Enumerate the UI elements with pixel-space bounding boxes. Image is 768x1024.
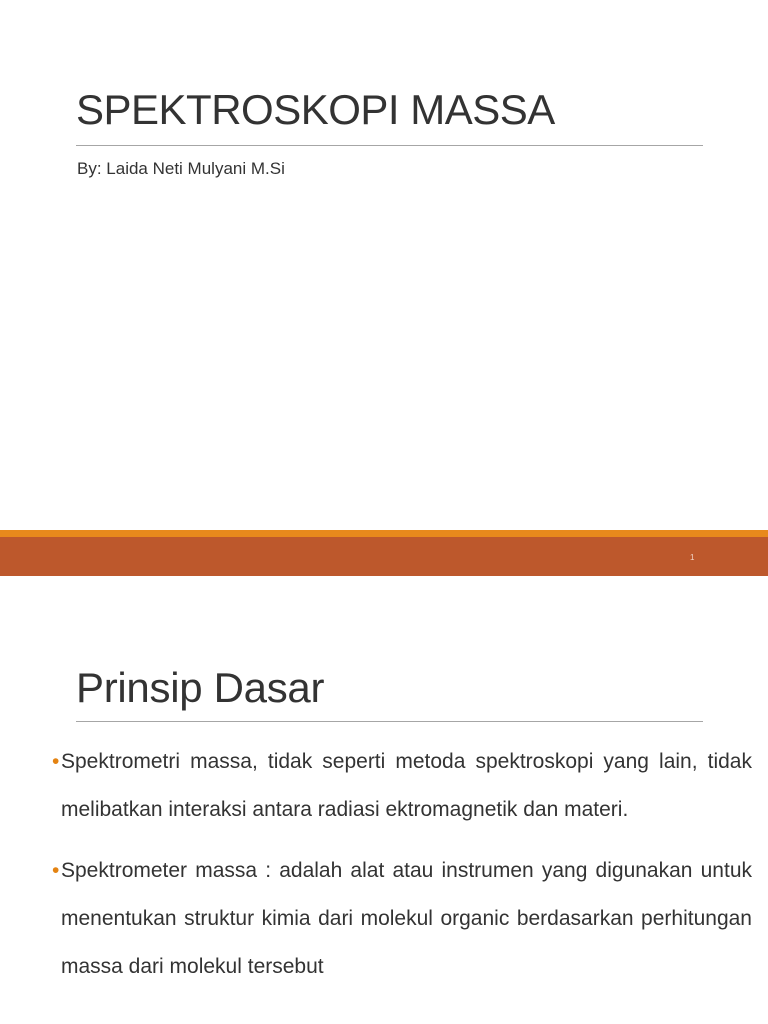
footer-accent-stripe — [0, 530, 768, 537]
footer-band — [0, 537, 768, 576]
bullet-item — [52, 738, 752, 834]
bullet-item — [52, 847, 752, 991]
title-underline — [76, 145, 703, 146]
page-number: 1 — [690, 553, 695, 562]
slide-title: SPEKTROSKOPI MASSA — [76, 86, 555, 133]
bullet-marker: • — [52, 859, 60, 882]
bullet-text: Spektrometer massa : adalah alat atau instrumen yang digunakan untuk menentukan struktur kimia dari molekul organic berdasarkan perhitungan massa dari molekul tersebut — [61, 859, 752, 978]
bullet-list — [52, 738, 752, 1004]
slide-title: Prinsip Dasar — [76, 664, 325, 711]
bullet-text: Spektrometri massa, tidak seperti metoda spektroskopi yang lain, tidak melibatkan interaksi antara radiasi ektromagnetik dan materi. — [61, 750, 752, 821]
slide-subtitle: By: Laida Neti Mulyani M.Si — [77, 159, 285, 178]
slide-2 — [0, 576, 768, 1024]
bullet-marker: • — [52, 750, 60, 773]
title-underline — [76, 721, 703, 722]
